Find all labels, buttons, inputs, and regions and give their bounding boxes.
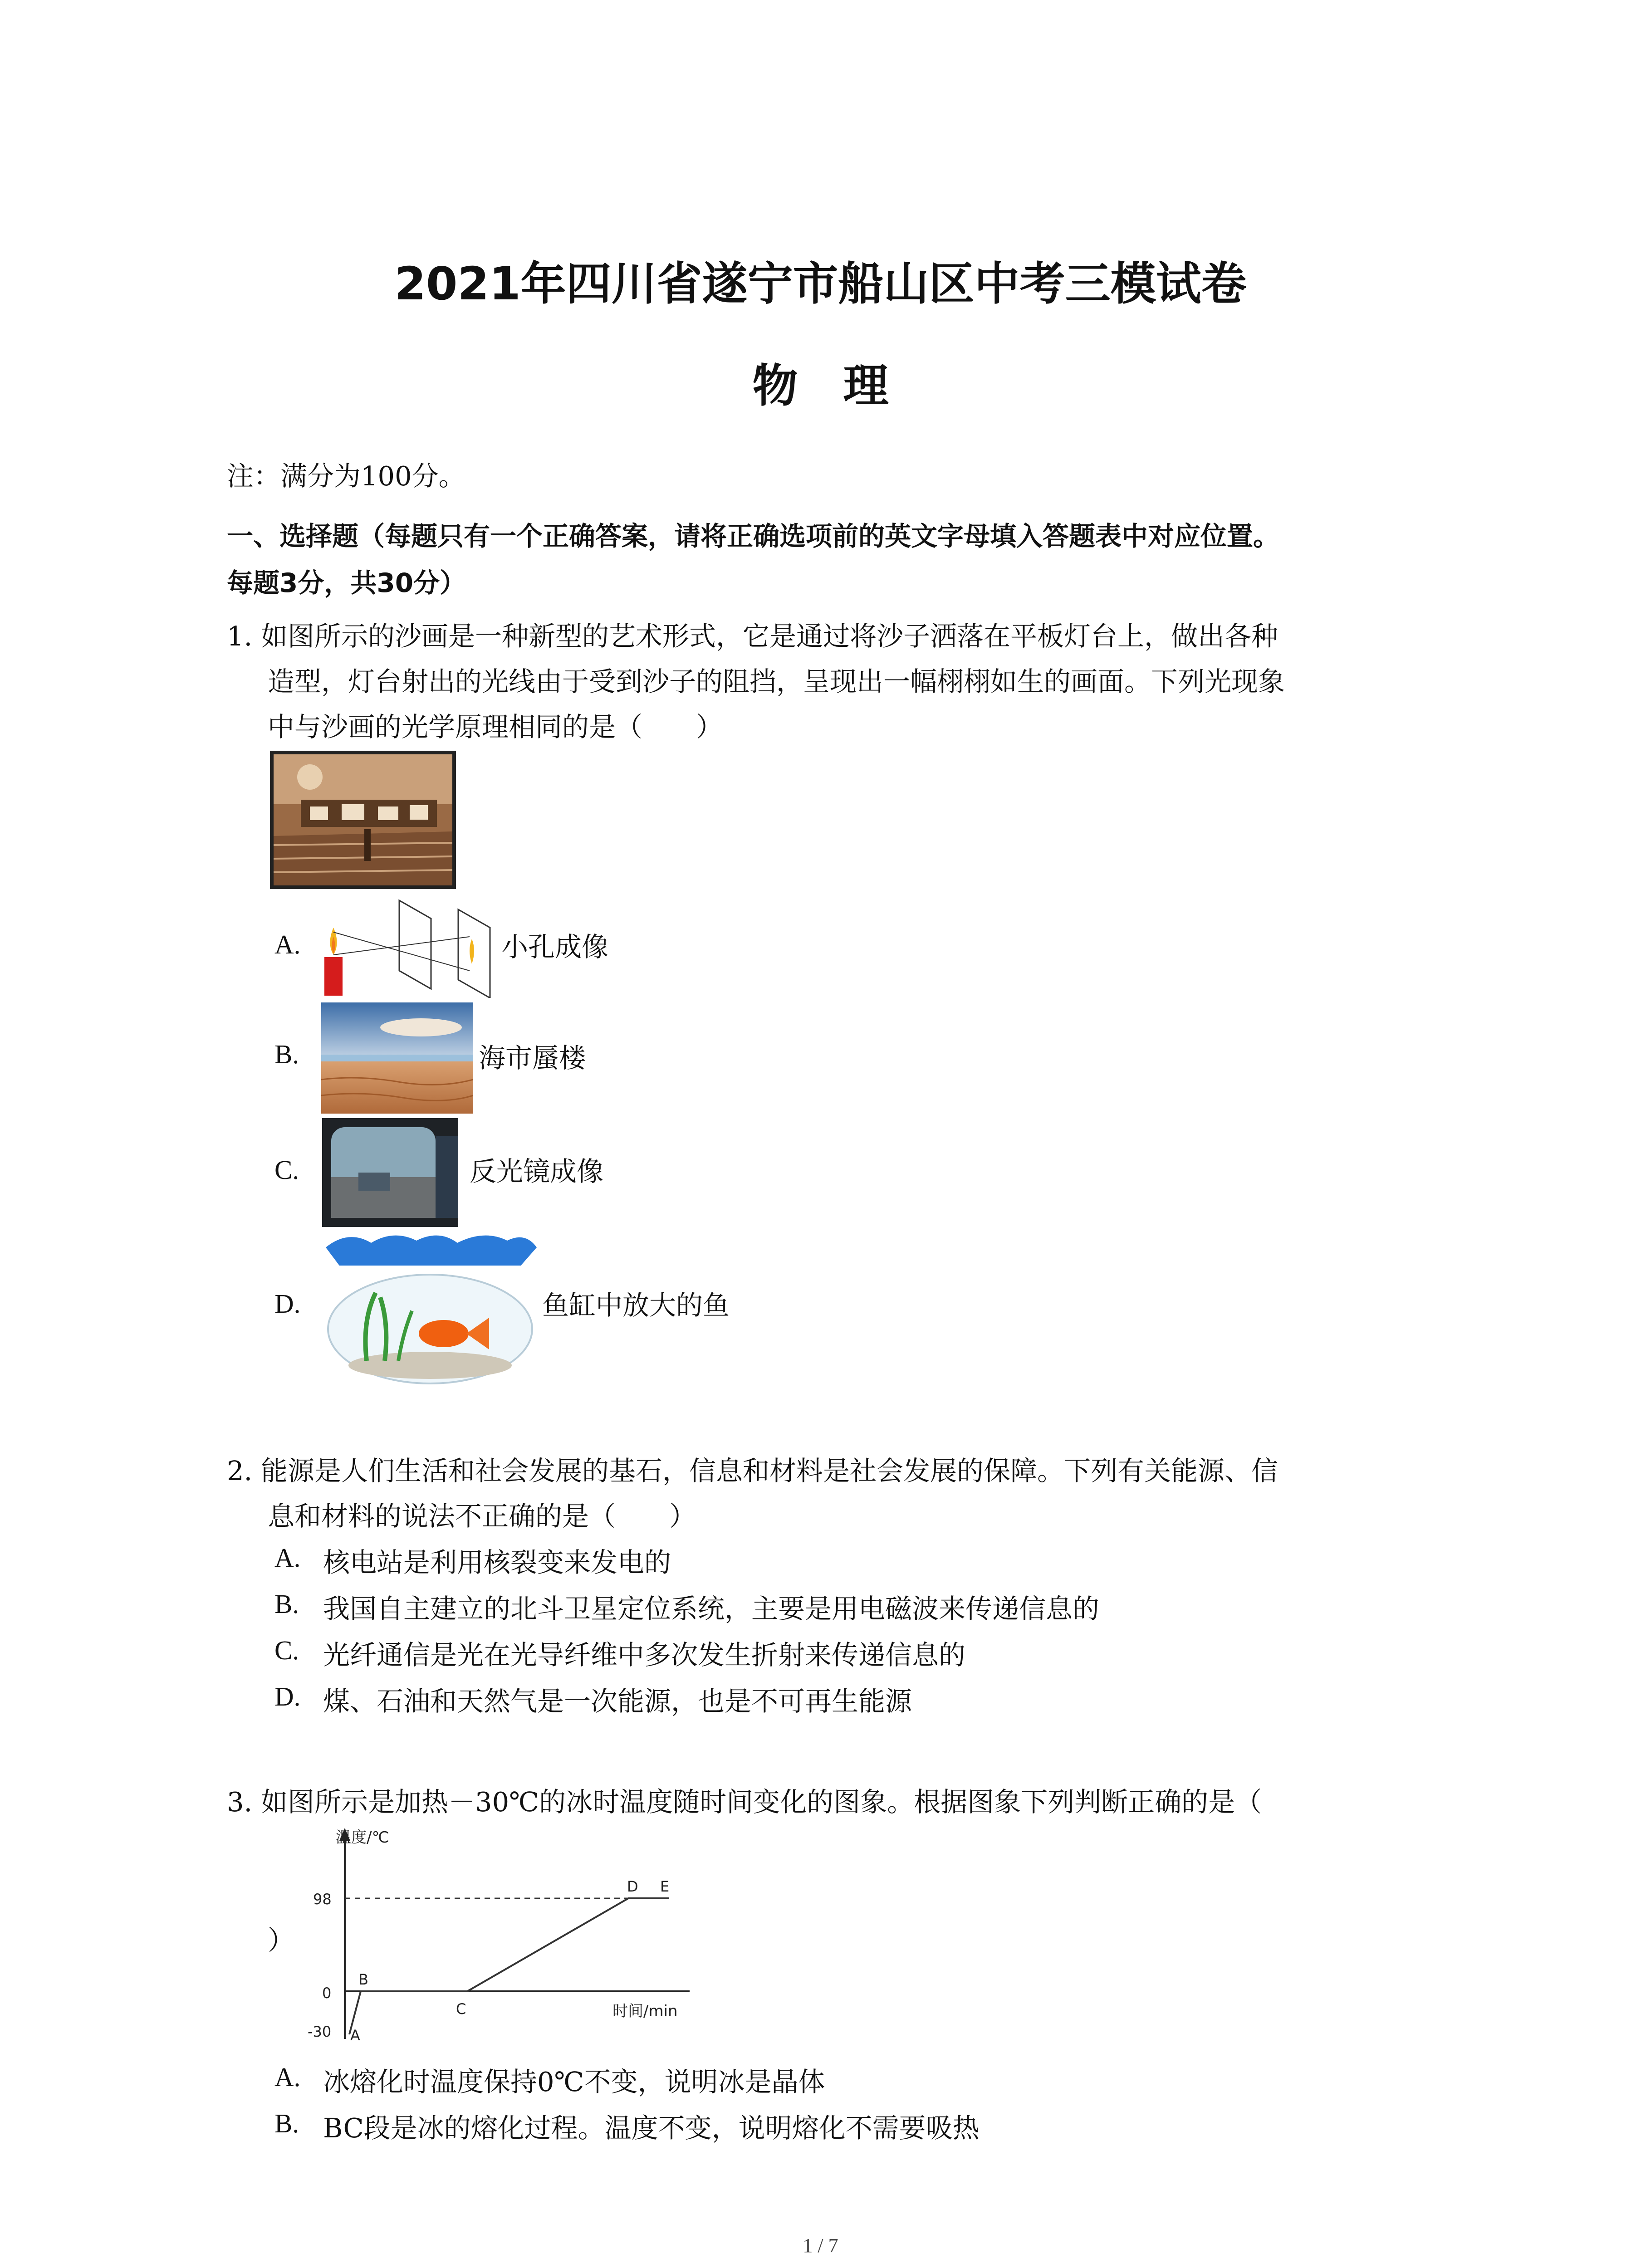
q3-stem-paren-close: ） [268, 1925, 295, 1956]
q2-option-b-text: 我国自主建立的北斗卫星定位系统，主要是用电磁波来传递信息的 [323, 1593, 1100, 1624]
graph-ylabel: 温度/℃ [336, 1828, 389, 1847]
graph-point-a: A [350, 2027, 360, 2044]
temperature-time-graph [299, 1823, 771, 2048]
q1-option-c-text: 反光镜成像 [470, 1156, 604, 1187]
fish-tank-image [321, 1229, 539, 1386]
q3-option-a-letter: A. [274, 2062, 301, 2092]
q2-option-c-text: 光纤通信是光在光导纤维中多次发生折射来传递信息的 [323, 1639, 966, 1671]
q2-option-a-letter: A. [274, 1543, 301, 1573]
page-number: 1 / 7 [803, 2234, 838, 2257]
graph-tick-neg30: -30 [308, 2023, 332, 2040]
q2-stem-line1: 2. 能源是人们生活和社会发展的基石，信息和材料是社会发展的保障。下列有关能源、信 [227, 1455, 1279, 1486]
q2-option-c-letter: C. [274, 1635, 299, 1665]
q2-stem-line2: 息和材料的说法不正确的是（ ） [268, 1501, 696, 1532]
q1-stem-line1: 1. 如图所示的沙画是一种新型的艺术形式，它是通过将沙子洒落在平板灯台上，做出各种 [227, 621, 1279, 652]
score-note: 注：满分为100分。 [227, 460, 465, 492]
q1-option-b-text: 海市蜃楼 [479, 1042, 586, 1074]
q1-stem-line2: 造型，灯台射出的光线由于受到沙子的阻挡，呈现出一幅栩栩如生的画面。下列光现象 [268, 666, 1285, 697]
subject-title: 物 理 [752, 359, 889, 412]
q1-option-a-text: 小孔成像 [501, 931, 609, 963]
q1-option-d-text: 鱼缸中放大的鱼 [542, 1290, 730, 1321]
q3-option-a-text: 冰熔化时温度保持0℃不变，说明冰是晶体 [323, 2066, 825, 2097]
q3-stem-line1: 3. 如图所示是加热－30℃的冰时温度随时间变化的图象。根据图象下列判断正确的是（ [227, 1786, 1262, 1818]
pinhole-camera-image [320, 896, 497, 998]
q1-option-c-letter: C. [274, 1155, 299, 1185]
q2-option-b-letter: B. [274, 1589, 299, 1619]
q1-option-b-letter: B. [274, 1039, 299, 1069]
q2-option-a-text: 核电站是利用核裂变来发电的 [323, 1547, 671, 1578]
graph-point-c: C [456, 2000, 466, 2018]
section-heading-line2: 每题3分，共30分） [227, 567, 466, 598]
mirage-image [321, 1002, 473, 1114]
q1-option-d-letter: D. [274, 1289, 301, 1319]
sand-painting-image [270, 751, 456, 889]
q1-stem-line3: 中与沙画的光学原理相同的是（ ） [268, 711, 723, 743]
page-title: 2021年四川省遂宁市船山区中考三模试卷 [394, 257, 1247, 310]
q3-option-b-letter: B. [274, 2108, 299, 2138]
q1-option-a-letter: A. [274, 929, 301, 959]
rearview-mirror-image [322, 1118, 458, 1227]
section-heading-line1: 一、选择题（每题只有一个正确答案，请将正确选项前的英文字母填入答题表中对应位置。 [227, 521, 1280, 552]
graph-xlabel: 时间/min [612, 2002, 678, 2020]
graph-point-b: B [358, 1971, 368, 1988]
graph-tick-98: 98 [313, 1891, 332, 1908]
q2-option-d-letter: D. [274, 1681, 301, 1711]
graph-point-d: D [627, 1878, 638, 1895]
q3-option-b-text: BC段是冰的熔化过程。温度不变，说明熔化不需要吸热 [323, 2112, 980, 2144]
graph-tick-0: 0 [322, 1984, 332, 2002]
q2-option-d-text: 煤、石油和天然气是一次能源，也是不可再生能源 [323, 1686, 912, 1717]
graph-point-e: E [660, 1878, 670, 1895]
